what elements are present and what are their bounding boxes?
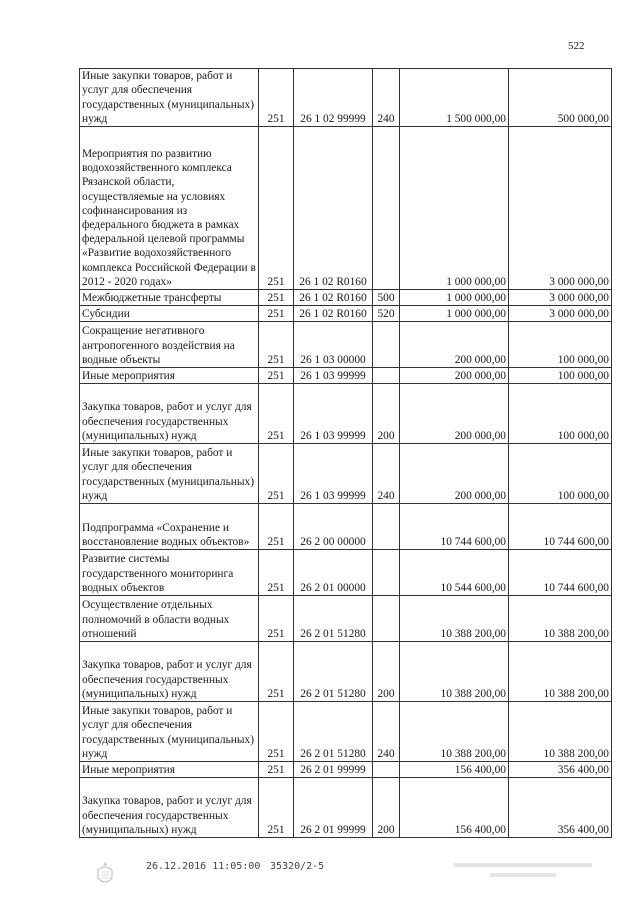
row-admin-code: 251 <box>259 384 294 444</box>
row-sum-2019: 100 000,00 <box>509 384 612 444</box>
row-name: Подпрограмма «Сохранение и восстановление водных объектов» <box>80 504 259 550</box>
row-admin-code: 251 <box>259 290 294 306</box>
row-sum-2018: 10 388 200,00 <box>400 702 509 762</box>
row-sum-2018: 200 000,00 <box>400 322 509 368</box>
row-sum-2018: 10 744 600,00 <box>400 504 509 550</box>
row-sum-2019: 356 400,00 <box>509 762 612 778</box>
table-row <box>80 642 612 702</box>
table-row <box>80 127 612 290</box>
row-name: Закупка товаров, работ и услуг для обеспечения государственных (муниципальных) нужд <box>80 778 259 838</box>
table-row <box>80 762 612 778</box>
row-name: Осуществление отдельных полномочий в области водных отношений <box>80 596 259 642</box>
row-expense-type <box>373 322 400 368</box>
row-sum-2019: 3 000 000,00 <box>509 306 612 322</box>
row-name: Иные закупки товаров, работ и услуг для обеспечения государственных (муниципальных) нужд <box>80 444 259 504</box>
row-target-code: 26 1 02 R0160 <box>294 127 373 290</box>
row-target-code: 26 2 01 00000 <box>294 550 373 596</box>
row-sum-2019: 10 388 200,00 <box>509 596 612 642</box>
row-name: Мероприятия по развитию водохозяйственного комплекса Рязанской области, осуществляемые на условиях софинансирования из федерального бюджета в рамках федеральной целевой программы «Развитие водохозяйственного комплекса Российской Федерации в 2012 - 2020 годах» <box>80 127 259 290</box>
row-sum-2019: 356 400,00 <box>509 778 612 838</box>
table-row <box>80 69 612 127</box>
row-target-code: 26 2 00 00000 <box>294 504 373 550</box>
row-sum-2018: 10 388 200,00 <box>400 596 509 642</box>
table-row <box>80 702 612 762</box>
row-sum-2018: 200 000,00 <box>400 368 509 384</box>
row-expense-type: 200 <box>373 778 400 838</box>
row-admin-code: 251 <box>259 762 294 778</box>
row-target-code: 26 1 02 99999 <box>294 69 373 127</box>
row-sum-2018: 156 400,00 <box>400 778 509 838</box>
row-expense-type <box>373 368 400 384</box>
row-target-code: 26 1 02 R0160 <box>294 306 373 322</box>
faded-stamp-icon <box>450 860 600 884</box>
row-target-code: 26 2 01 51280 <box>294 596 373 642</box>
row-name: Закупка товаров, работ и услуг для обеспечения государственных (муниципальных) нужд <box>80 642 259 702</box>
row-expense-type <box>373 504 400 550</box>
row-name: Иные мероприятия <box>80 762 259 778</box>
row-sum-2018: 1 000 000,00 <box>400 306 509 322</box>
row-sum-2018: 10 544 600,00 <box>400 550 509 596</box>
row-sum-2018: 1 000 000,00 <box>400 290 509 306</box>
row-admin-code: 251 <box>259 127 294 290</box>
row-sum-2018: 1 000 000,00 <box>400 127 509 290</box>
row-sum-2019: 3 000 000,00 <box>509 127 612 290</box>
table-row <box>80 778 612 838</box>
row-name: Иные закупки товаров, работ и услуг для обеспечения государственных (муниципальных) нужд <box>80 69 259 127</box>
row-admin-code: 251 <box>259 306 294 322</box>
row-expense-type: 240 <box>373 702 400 762</box>
row-expense-type: 240 <box>373 444 400 504</box>
row-expense-type <box>373 762 400 778</box>
table-row <box>80 596 612 642</box>
row-sum-2018: 200 000,00 <box>400 444 509 504</box>
footer-doc-code: 35320/2-5 <box>270 861 325 872</box>
row-expense-type: 500 <box>373 290 400 306</box>
row-sum-2019: 10 744 600,00 <box>509 504 612 550</box>
table-row <box>80 504 612 550</box>
row-name: Сокращение негативного антропогенного воздействия на водные объекты <box>80 322 259 368</box>
row-admin-code: 251 <box>259 322 294 368</box>
row-admin-code: 251 <box>259 550 294 596</box>
table-row <box>80 368 612 384</box>
row-expense-type: 520 <box>373 306 400 322</box>
row-sum-2019: 100 000,00 <box>509 368 612 384</box>
coat-of-arms-icon <box>92 860 118 890</box>
row-name: Закупка товаров, работ и услуг для обеспечения государственных (муниципальных) нужд <box>80 384 259 444</box>
row-sum-2019: 100 000,00 <box>509 322 612 368</box>
row-sum-2018: 156 400,00 <box>400 762 509 778</box>
row-admin-code: 251 <box>259 368 294 384</box>
row-target-code: 26 1 03 99999 <box>294 384 373 444</box>
row-expense-type <box>373 550 400 596</box>
table-row <box>80 306 612 322</box>
row-sum-2019: 500 000,00 <box>509 69 612 127</box>
footer-datetime: 26.12.2016 11:05:00 <box>146 861 261 872</box>
row-admin-code: 251 <box>259 642 294 702</box>
row-sum-2019: 10 388 200,00 <box>509 642 612 702</box>
row-name: Субсидии <box>80 306 259 322</box>
row-admin-code: 251 <box>259 596 294 642</box>
row-expense-type: 240 <box>373 69 400 127</box>
row-name: Развитие системы государственного мониторинга водных объектов <box>80 550 259 596</box>
row-expense-type: 200 <box>373 642 400 702</box>
table-row <box>80 444 612 504</box>
page-number: 522 <box>568 40 585 52</box>
row-target-code: 26 2 01 99999 <box>294 778 373 838</box>
row-target-code: 26 1 03 99999 <box>294 368 373 384</box>
row-admin-code: 251 <box>259 504 294 550</box>
row-sum-2018: 10 388 200,00 <box>400 642 509 702</box>
row-name: Межбюджетные трансферты <box>80 290 259 306</box>
row-sum-2019: 100 000,00 <box>509 444 612 504</box>
row-sum-2019: 10 744 600,00 <box>509 550 612 596</box>
budget-table-body <box>80 69 612 838</box>
row-expense-type <box>373 127 400 290</box>
page-footer <box>0 860 640 900</box>
row-admin-code: 251 <box>259 444 294 504</box>
row-expense-type: 200 <box>373 384 400 444</box>
row-name: Иные мероприятия <box>80 368 259 384</box>
row-target-code: 26 1 03 99999 <box>294 444 373 504</box>
row-sum-2019: 10 388 200,00 <box>509 702 612 762</box>
row-name: Иные закупки товаров, работ и услуг для обеспечения государственных (муниципальных) нужд <box>80 702 259 762</box>
row-sum-2019: 3 000 000,00 <box>509 290 612 306</box>
row-admin-code: 251 <box>259 702 294 762</box>
row-sum-2018: 1 500 000,00 <box>400 69 509 127</box>
table-row <box>80 290 612 306</box>
row-target-code: 26 2 01 51280 <box>294 642 373 702</box>
row-admin-code: 251 <box>259 69 294 127</box>
row-target-code: 26 2 01 99999 <box>294 762 373 778</box>
row-target-code: 26 1 02 R0160 <box>294 290 373 306</box>
row-expense-type <box>373 596 400 642</box>
table-row <box>80 384 612 444</box>
table-row <box>80 550 612 596</box>
row-admin-code: 251 <box>259 778 294 838</box>
row-target-code: 26 1 03 00000 <box>294 322 373 368</box>
table-row <box>80 322 612 368</box>
row-target-code: 26 2 01 51280 <box>294 702 373 762</box>
budget-table <box>79 68 612 838</box>
row-sum-2018: 200 000,00 <box>400 384 509 444</box>
